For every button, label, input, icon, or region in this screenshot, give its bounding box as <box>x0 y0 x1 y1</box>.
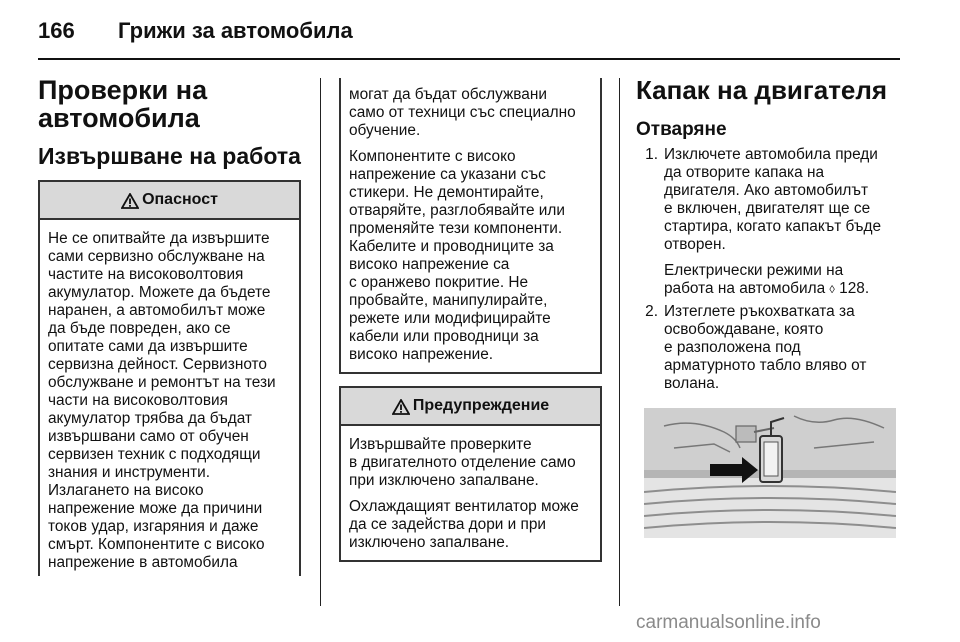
text-line: сервизен техник с подходящи <box>48 446 261 463</box>
text-line: да бъде повреден, ако се <box>48 320 231 337</box>
text-line: кабели или проводници за <box>349 328 539 345</box>
text-line: Не се опитвайте да извършите <box>48 230 270 247</box>
text-line: смърт. Компонентите с високо <box>48 536 265 553</box>
text-line: акумулатор. Можете да бъдете <box>48 284 271 301</box>
text-line: Излагането на високо <box>48 482 204 499</box>
text-line: извършвани само от обучен <box>48 428 249 445</box>
step-number: 1. <box>645 146 658 163</box>
text-line: Охлаждащият вентилатор може <box>349 498 579 515</box>
text-line: токов удар, изгаряния и даже <box>48 518 259 535</box>
text-line: Кабелите и проводниците за <box>349 238 554 255</box>
danger-box-title: Опасност <box>142 191 218 208</box>
warning-box-body <box>341 426 600 560</box>
text-line: волана. <box>664 375 720 392</box>
page-reference[interactable]: 128. <box>839 280 870 297</box>
text-line: обучение. <box>349 122 421 139</box>
warning-box <box>339 386 602 562</box>
section-heading <box>38 76 301 132</box>
text-line: сервизна дейност. Сервизното <box>48 356 267 373</box>
text-line: могат да бъдат обслужвани <box>349 86 547 103</box>
step-text <box>664 303 866 393</box>
step-number: 2. <box>645 303 658 320</box>
hood-release-illustration <box>644 408 896 538</box>
page-header <box>38 14 908 60</box>
subsection-heading: Отваряне <box>636 119 727 140</box>
step-2 <box>636 303 902 393</box>
column-2 <box>339 78 602 562</box>
text-line: да отворите капака на <box>664 164 825 181</box>
text-line: стартира, когато капакът бъде <box>664 218 882 235</box>
text-line: Изключете автомобила преди <box>664 146 878 163</box>
warning-box-title: Предупреждение <box>412 397 550 414</box>
column-divider-1 <box>320 78 321 606</box>
continuation-paragraph-1 <box>349 86 592 140</box>
danger-box-continuation <box>339 78 602 374</box>
text-line: пробвайте, манипулирайте, <box>349 292 548 309</box>
text-line: напрежение може да причини <box>48 500 263 517</box>
reference-text: работа на автомобила <box>664 280 826 297</box>
text-line: стикери. Не демонтирайте, <box>349 184 544 201</box>
text-line: високо напрежение. <box>349 346 494 363</box>
step-paragraph <box>664 303 866 393</box>
danger-box-body <box>40 220 299 576</box>
text-line: двигателя. Ако автомобилът <box>664 182 869 199</box>
text-line: акумулатор трябва да бъдат <box>48 410 252 427</box>
watermark: carmanualsonline.info <box>636 612 821 633</box>
text-line: отваряйте, разглобявайте или <box>349 202 565 219</box>
text-line: напрежение в автомобила <box>48 554 238 571</box>
warning-triangle-icon <box>392 399 410 415</box>
danger-box-header <box>40 182 299 220</box>
text-line: Извършвайте проверките <box>349 436 532 453</box>
text-line: Изтеглете ръкохватката за <box>664 303 855 320</box>
text-line: при изключено запалване. <box>349 472 539 489</box>
column-divider-2 <box>619 78 620 606</box>
warning-paragraph-2 <box>349 498 592 552</box>
section-heading-line: Проверки на <box>38 75 208 105</box>
text-line: знания и инструменти. <box>48 464 211 481</box>
text-line: части на високоволтовия <box>48 392 228 409</box>
warning-box-header <box>341 388 600 426</box>
page-reference-icon: ◊ <box>829 284 835 296</box>
step-1 <box>636 146 902 299</box>
step-paragraph <box>664 146 881 254</box>
text-line: отворен. <box>664 236 726 253</box>
text-line: само от техници със специално <box>349 104 576 121</box>
column-1 <box>38 76 301 576</box>
text-line: Компонентите с високо <box>349 148 516 165</box>
text-line: сами сервизно обслужване на <box>48 248 265 265</box>
page-number: 166 <box>38 18 75 43</box>
text-line: освобождаване, която <box>664 321 824 338</box>
warning-paragraph-1 <box>349 436 592 490</box>
text-line: опитате сами да извършите <box>48 338 248 355</box>
running-title: Грижи за автомобила <box>118 18 353 43</box>
text-line: частите на високоволтовия <box>48 266 244 283</box>
text-line: да се задейства дори и при <box>349 516 547 533</box>
continuation-paragraph-2 <box>349 148 592 364</box>
text-line: променяйте тези компоненти. <box>349 220 563 237</box>
warning-triangle-icon <box>121 193 139 209</box>
text-line: режете или модифицирайте <box>349 310 551 327</box>
text-line: е включен, двигателят ще се <box>664 200 871 217</box>
danger-box <box>38 180 301 576</box>
text-line: с оранжево покритие. Не <box>349 274 529 291</box>
text-line: обслужване и ремонтът на тези <box>48 374 276 391</box>
text-line: наранен, а автомобилът може <box>48 302 266 319</box>
section-heading-line: автомобила <box>38 103 200 133</box>
subsection-heading: Извършване на работа <box>38 143 301 169</box>
steps-list <box>636 146 902 393</box>
reference-line: Електрически режими на <box>664 262 844 279</box>
text-line: в двигателното отделение само <box>349 454 576 471</box>
step-reference-paragraph <box>664 262 881 299</box>
text-line: високо напрежение са <box>349 256 510 273</box>
text-line: напрежение са указани със <box>349 166 546 183</box>
header-rule <box>38 58 900 60</box>
text-line: арматурното табло вляво от <box>664 357 867 374</box>
step-text <box>664 146 881 299</box>
text-line: изключено запалване. <box>349 534 510 551</box>
column-3 <box>636 76 902 393</box>
section-heading: Капак на двигателя <box>636 75 888 105</box>
text-line: е разположена под <box>664 339 801 356</box>
